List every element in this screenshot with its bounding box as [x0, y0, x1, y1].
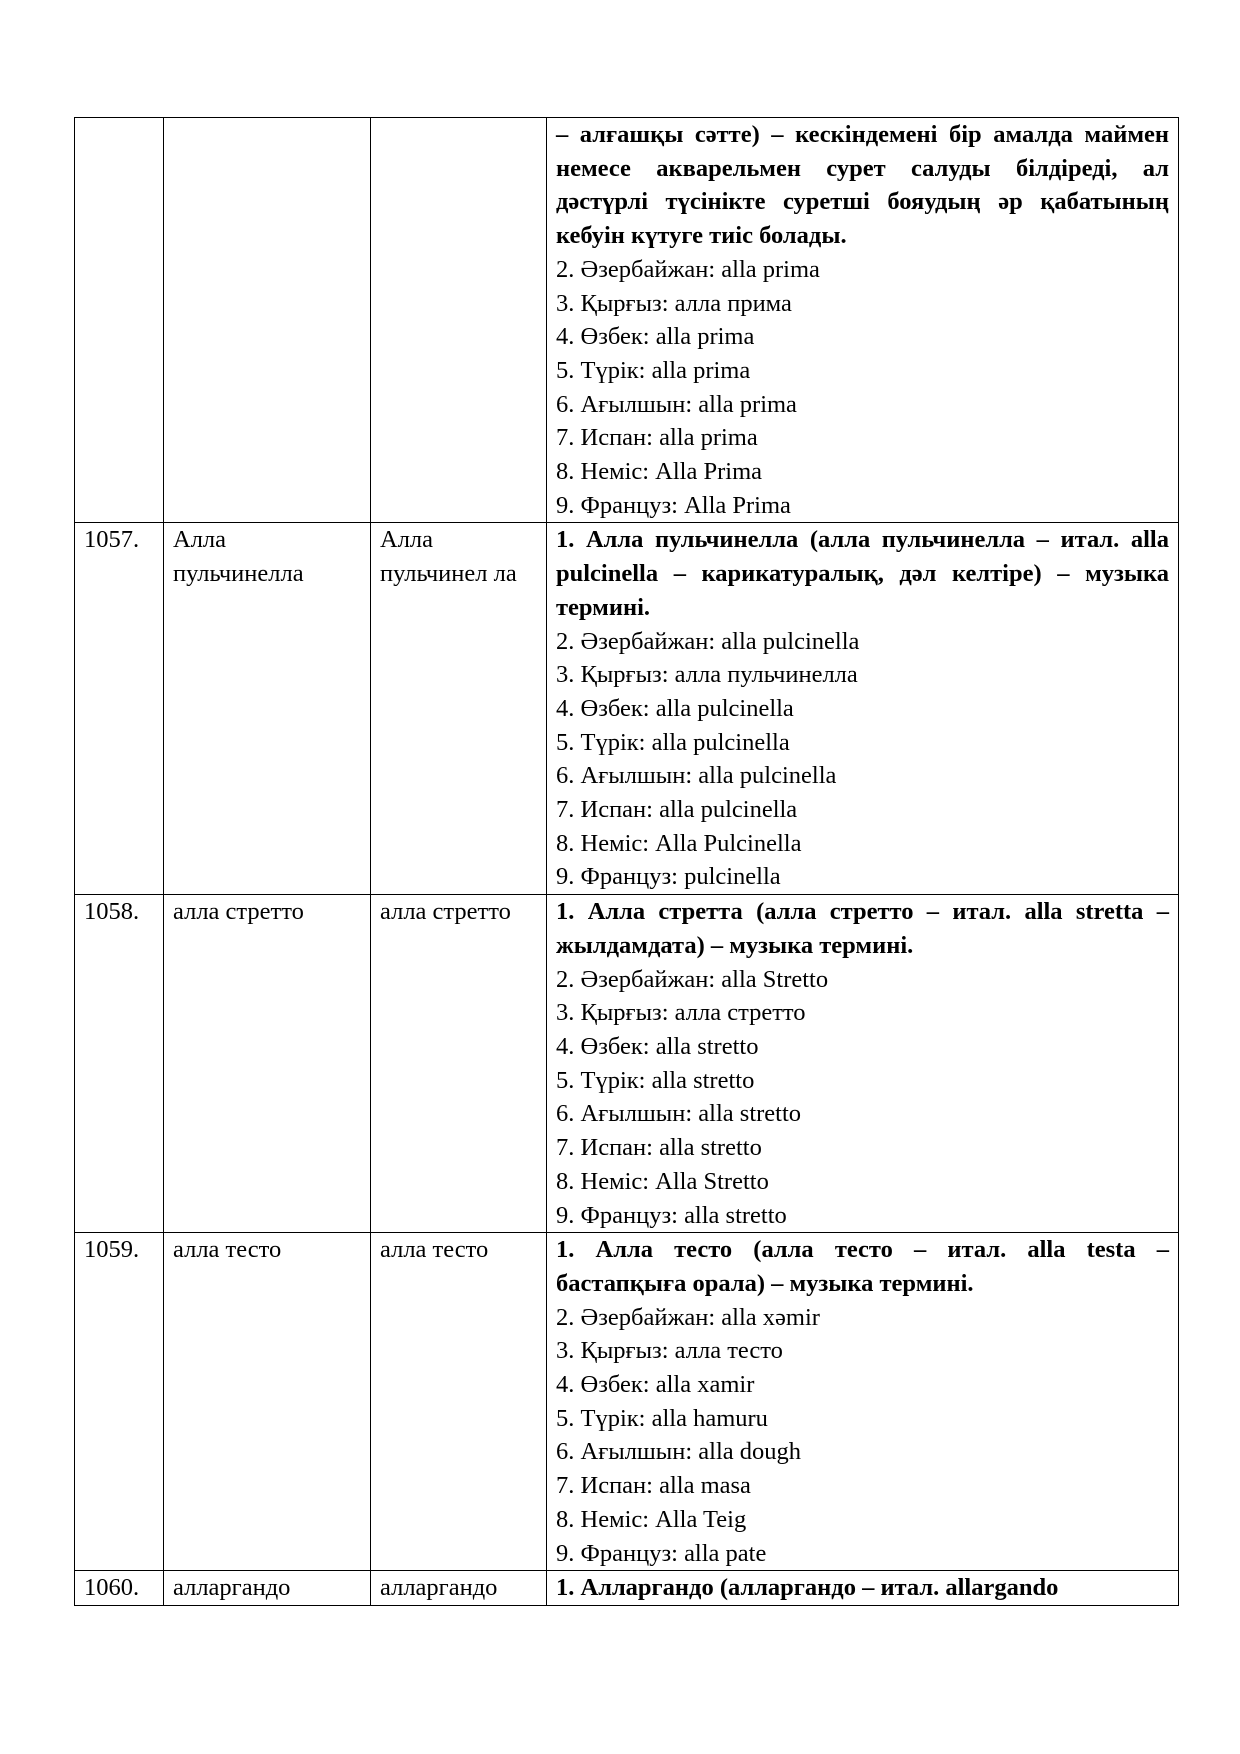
translation-line: 3. Қырғыз: алла прима	[556, 289, 792, 317]
entry-number	[75, 118, 164, 523]
translation-line: 9. Француз: alla stretto	[556, 1201, 787, 1229]
translation-line: 7. Испан: alla prima	[556, 424, 758, 452]
table-row	[75, 1571, 1179, 1606]
term-variant	[371, 118, 547, 523]
translation-line: 2. Әзербайжан: alla Stretto	[556, 965, 829, 993]
definition-heading: 1. Алла пульчинелла (алла пульчинелла – итал. alla pulcinella – карикатуралық, дәл келтіре) – музыка термині.	[556, 526, 1169, 621]
translation-line: 9. Француз: Alla Prima	[556, 491, 791, 519]
translation-line: 8. Неміс: Alla Stretto	[556, 1167, 769, 1195]
definition-cell	[547, 523, 1179, 895]
definition-heading: 1. Алларгандо (алларгандо – итал. allargando	[556, 1574, 1059, 1602]
definition-heading: – алғашқы сәтте) – кескіндемені бір амалда маймен немесе акварельмен сурет салуды білдіреді, ал дәстүрлі түсінікте суретші бояудың әр қабатының кебуін күтуге тиіс болады.	[556, 121, 1169, 250]
translation-line: 4. Өзбек: alla prima	[556, 323, 755, 351]
term-variant: Алла пульчинел ла	[371, 523, 547, 895]
translation-line: 6. Ағылшын: alla dough	[556, 1438, 802, 1466]
term-kazakh	[164, 118, 371, 523]
translation-line: 2. Әзербайжан: alla xəmir	[556, 1303, 820, 1331]
table-row	[75, 118, 1179, 523]
definition-heading: 1. Алла тесто (алла тесто – итал. alla testa – бастапқыға орала) – музыка термині.	[556, 1236, 1169, 1297]
translation-line: 5. Түрік: alla prima	[556, 356, 751, 384]
definition-cell	[547, 1571, 1179, 1606]
translation-line: 4. Өзбек: alla stretto	[556, 1032, 759, 1060]
table-row	[75, 1233, 1179, 1571]
definition-cell	[547, 895, 1179, 1233]
translation-line: 4. Өзбек: alla pulcinella	[556, 694, 794, 722]
translation-line: 3. Қырғыз: алла пульчинелла	[556, 661, 858, 689]
term-kazakh: алла тесто	[164, 1233, 371, 1571]
term-kazakh: алларгандо	[164, 1571, 371, 1606]
translation-line: 7. Испан: alla stretto	[556, 1134, 762, 1162]
translation-line: 9. Француз: pulcinella	[556, 863, 781, 891]
term-variant: алла тесто	[371, 1233, 547, 1571]
definition-heading: 1. Алла стретта (алла стретто – итал. alla stretta – жылдамдата) – музыка термині.	[556, 898, 1169, 959]
translation-line: 8. Неміс: Alla Teig	[556, 1505, 747, 1533]
table-row	[75, 523, 1179, 895]
translation-line: 7. Испан: alla masa	[556, 1472, 751, 1500]
translation-line: 6. Ағылшын: alla prima	[556, 390, 797, 418]
translation-line: 3. Қырғыз: алла стретто	[556, 999, 806, 1027]
translation-line: 3. Қырғыз: алла тесто	[556, 1337, 783, 1365]
dictionary-table	[74, 117, 1179, 1606]
table-row	[75, 895, 1179, 1233]
translation-line: 4. Өзбек: alla xamir	[556, 1371, 755, 1399]
translation-line: 5. Түрік: alla hamuru	[556, 1404, 768, 1432]
term-variant: алларгандо	[371, 1571, 547, 1606]
entry-number: 1060.	[75, 1571, 164, 1606]
translation-line: 8. Неміс: Alla Pulcinella	[556, 829, 802, 857]
term-kazakh: алла стретто	[164, 895, 371, 1233]
translation-line: 5. Түрік: alla stretto	[556, 1066, 755, 1094]
term-kazakh: Алла пульчинелла	[164, 523, 371, 895]
translation-line: 5. Түрік: alla pulcinella	[556, 728, 790, 756]
translation-line: 9. Француз: alla pate	[556, 1539, 767, 1567]
translation-line: 7. Испан: alla pulcinella	[556, 796, 798, 824]
translation-line: 2. Әзербайжан: alla prima	[556, 255, 820, 283]
entry-number: 1057.	[75, 523, 164, 895]
entry-number: 1058.	[75, 895, 164, 1233]
translation-line: 6. Ағылшын: alla stretto	[556, 1100, 802, 1128]
definition-cell	[547, 1233, 1179, 1571]
translation-line: 2. Әзербайжан: alla pulcinella	[556, 627, 860, 655]
entry-number: 1059.	[75, 1233, 164, 1571]
translation-line: 8. Неміс: Alla Prima	[556, 458, 763, 486]
term-variant: алла стретто	[371, 895, 547, 1233]
translation-line: 6. Ағылшын: alla pulcinella	[556, 762, 837, 790]
definition-cell	[547, 118, 1179, 523]
